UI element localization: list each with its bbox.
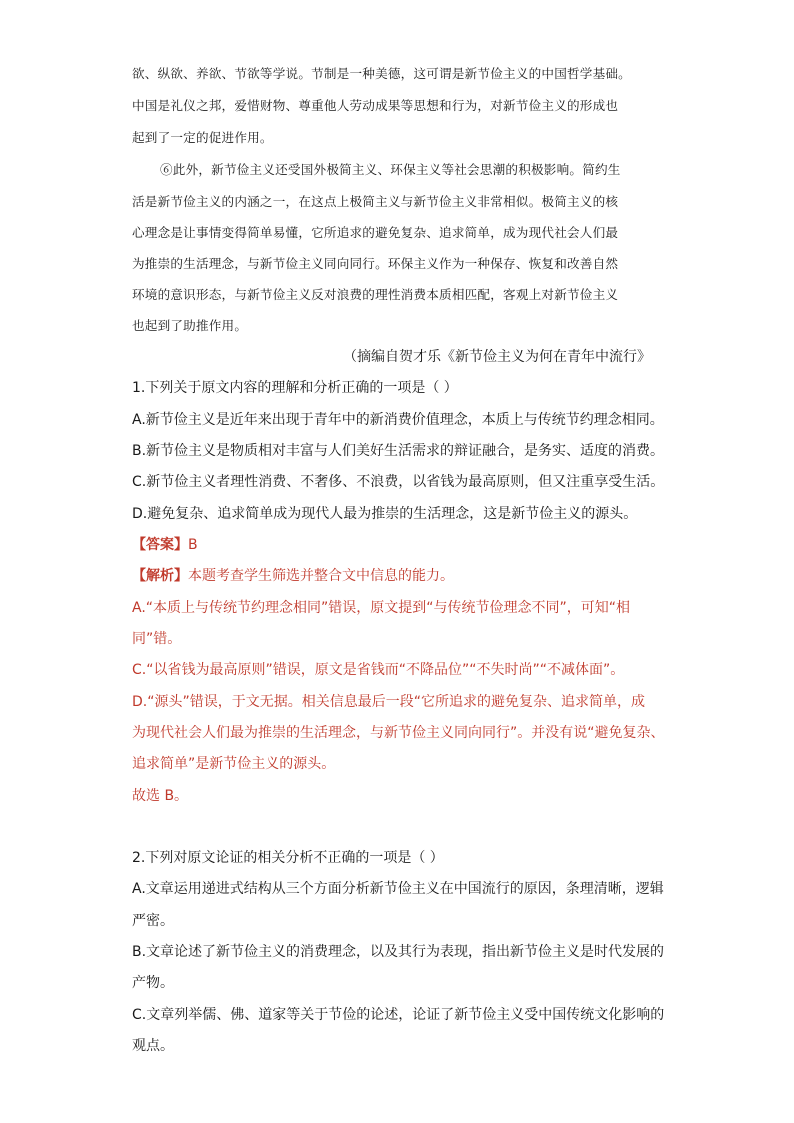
question-2-option-b-cont: 产物。 xyxy=(132,975,174,991)
question-1-stem: 1.下列关于原文内容的理解和分析正确的一项是（ ） xyxy=(132,380,458,396)
passage-line: 起到了一定的促进作用。 xyxy=(132,130,273,145)
passage-line: 也起到了助推作用。 xyxy=(132,318,248,333)
analysis-tag: 【解析】 xyxy=(132,568,188,584)
question-2-stem: 2.下列对原文论证的相关分析不正确的一项是（ ） xyxy=(132,850,444,866)
question-1-option-d: D.避免复杂、追求简单成为现代人最为推崇的生活理念，这是新节俭主义的源头。 xyxy=(132,506,638,522)
analysis-conclusion: 故选 B。 xyxy=(132,788,189,804)
passage-line: 环境的意识形态，与新节俭主义反对浪费的理性消费本质相匹配，客观上对新节俭主义 xyxy=(132,287,619,302)
answer-tag: 【答案】 xyxy=(132,537,188,553)
question-2-option-a-cont: 严密。 xyxy=(132,913,174,929)
question-1-option-a: A.新节俭主义是近年来出现于青年中的新消费价值理念，本质上与传统节约理念相同。 xyxy=(132,412,664,428)
passage-line: ⑥此外，新节俭主义还受国外极简主义、环保主义等社会思潮的积极影响。简约生 xyxy=(160,162,621,177)
answer-line xyxy=(132,535,198,555)
analysis-intro: 本题考查学生筛选并整合文中信息的能力。 xyxy=(188,568,454,584)
question-2-option-b: B.文章论述了新节俭主义的消费理念，以及其行为表现，指出新节俭主义是时代发展的 xyxy=(132,944,665,960)
passage-source: （摘编自贺才乐《新节俭主义为何在青年中流行》 xyxy=(343,349,651,365)
question-1-option-b: B.新节俭主义是物质相对丰富与人们美好生活需求的辩证融合，是务实、适度的消费。 xyxy=(132,443,665,459)
passage-line: 活是新节俭主义的内涵之一，在这点上极简主义与新节俭主义非常相似。极简主义的核 xyxy=(132,194,619,209)
analysis-text: 为现代社会人们最为推崇的生活理念，与新节俭主义同向同行”。并没有说“避免复杂、 xyxy=(132,725,665,741)
analysis-text: D.“源头”错误，于文无据。相关信息最后一段“它所追求的避免复杂、追求简单，成 xyxy=(132,694,645,710)
answer-value: B xyxy=(188,537,198,553)
question-1-option-c: C.新节俭主义者理性消费、不奢侈、不浪费，以省钱为最高原则，但又注重享受生活。 xyxy=(132,474,665,490)
analysis-text: C.“以省钱为最高原则”错误，原文是省钱而“不降品位”“不失时尚”“不减体面”。 xyxy=(132,662,625,678)
passage-line: 中国是礼仪之邦，爱惜财物、尊重他人劳动成果等思想和行为，对新节俭主义的形成也 xyxy=(132,98,619,113)
passage-line: 为推崇的生活理念，与新节俭主义同向同行。环保主义作为一种保存、恢复和改善自然 xyxy=(132,256,619,271)
passage-line: 欲、纵欲、养欲、节欲等学说。节制是一种美德，这可谓是新节俭主义的中国哲学基础。 xyxy=(132,66,631,81)
analysis-text: 追求简单”是新节俭主义的源头。 xyxy=(132,756,336,772)
analysis-text: 同”错。 xyxy=(132,631,182,647)
passage-line: 心理念是让事情变得简单易懂，它所追求的避免复杂、追求简单，成为现代社会人们最 xyxy=(132,225,619,240)
question-2-option-a: A.文章运用递进式结构从三个方面分析新节俭主义在中国流行的原因，条理清晰，逻辑 xyxy=(132,881,664,897)
analysis-line xyxy=(132,566,454,586)
question-2-option-c: C.文章列举儒、佛、道家等关于节俭的论述，论证了新节俭主义受中国传统文化影响的 xyxy=(132,1007,665,1023)
analysis-text: A.“本质上与传统节约理念相同”错误，原文提到“与传统节俭理念不同”，可知“相 xyxy=(132,600,631,616)
question-2-option-c-cont: 观点。 xyxy=(132,1038,174,1054)
